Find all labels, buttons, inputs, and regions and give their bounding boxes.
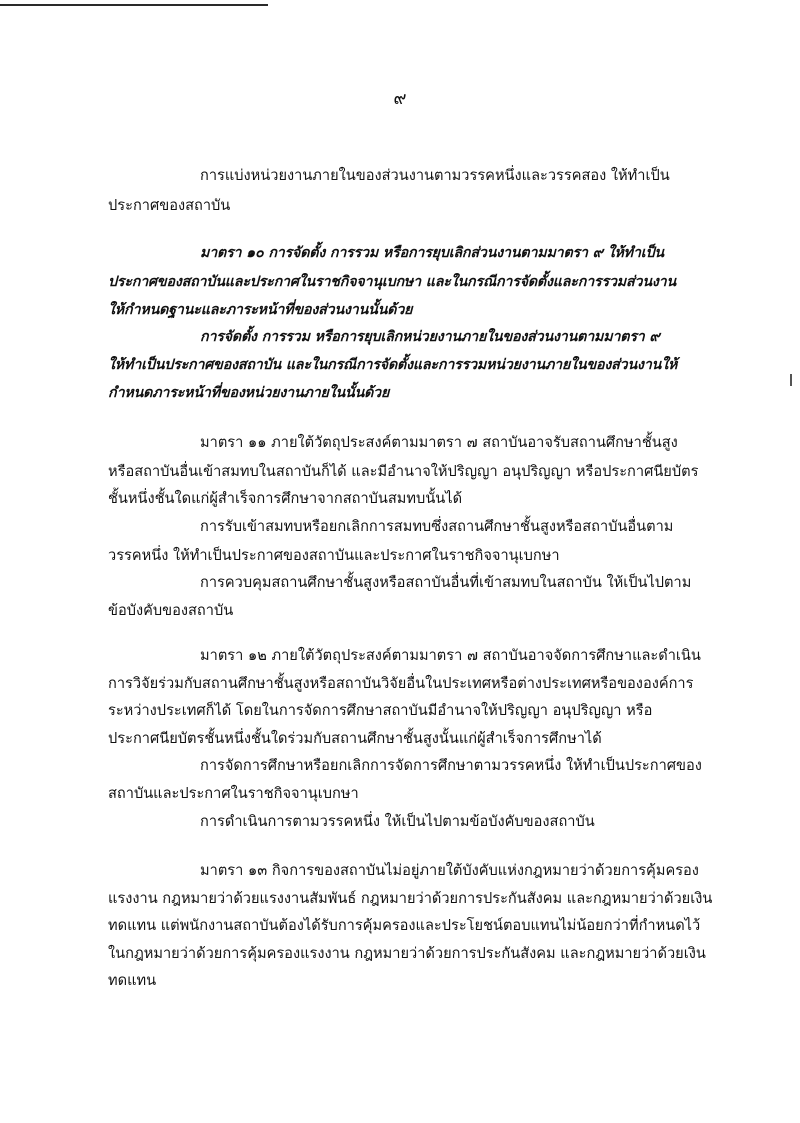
section-11-para-3-line-2: ข้อบังคับของสถาบัน — [108, 602, 234, 619]
section-13-line-4: ในกฎหมายว่าด้วยการคุ้มครองแรงงาน กฎหมายว่าด้วยการประกันสังคม และกฎหมายว่าด้วยเงิน — [108, 945, 706, 962]
section-11-line-2: หรือสถาบันอื่นเข้าสมทบในสถาบันก็ได้ และมีอำนาจให้ปริญญา อนุปริญญา หรือประกาศนียบัตร — [108, 463, 699, 480]
section-13-line-3: ทดแทน แต่พนักงานสถาบันต้องได้รับการคุ้มครองและประโยชน์ตอบแทนไม่น้อยกว่าที่กำหนดไว้ — [108, 917, 701, 934]
section-10-prev-para-line-1: การแบ่งหน่วยงานภายในของส่วนงานตามวรรคหนึ่งและวรรคสอง ให้ทำเป็น — [200, 167, 670, 184]
section-12-line-4: ประกาศนียบัตรชั้นหนึ่งชั้นใดร่วมกับสถานศึกษาชั้นสูงนั้นแก่ผู้สำเร็จการศึกษาได้ — [108, 730, 602, 747]
section-13-line-5: ทดแทน — [108, 972, 157, 989]
section-13-line-2: แรงงาน กฎหมายว่าด้วยแรงงานสัมพันธ์ กฎหมายว่าด้วยการประกันสังคม และกฎหมายว่าด้วยเงิน — [108, 890, 713, 907]
section-12-para-2-line-2: สถาบันและประกาศในราชกิจจานุเบกษา — [108, 785, 359, 802]
section-12-line-3: ระหว่างประเทศก็ได้ โดยในการจัดการศึกษาสถาบันมีอำนาจให้ปริญญา อนุปริญญา หรือ — [108, 702, 653, 719]
section-13-line-1: มาตรา ๑๓ กิจการของสถาบันไม่อยู่ภายใต้บังคับแห่งกฎหมายว่าด้วยการคุ้มครอง — [200, 862, 699, 879]
section-11-para-2-line-1: การรับเข้าสมทบหรือยกเลิกการสมทบซึ่งสถานศึกษาชั้นสูงหรือสถาบันอื่นตาม — [200, 518, 674, 535]
section-11-para-2-line-2: วรรคหนึ่ง ให้ทำเป็นประกาศของสถาบันและประกาศในราชกิจจานุเบกษา — [108, 547, 560, 564]
section-10-line-2: ประกาศของสถาบันและประกาศในราชกิจจานุเบกษา และในกรณีการจัดตั้งและการรวมส่วนงาน — [108, 274, 677, 290]
section-11-line-3: ชั้นหนึ่งชั้นใดแก่ผู้สำเร็จการศึกษาจากสถาบันสมทบนั้นได้ — [108, 490, 463, 507]
page-number: ๙ — [393, 88, 407, 109]
section-12-line-1: มาตรา ๑๒ ภายใต้วัตถุประสงค์ตามมาตรา ๗ สถาบันอาจจัดการศึกษาและดำเนิน — [200, 647, 701, 664]
section-12-line-2: การวิจัยร่วมกับสถานศึกษาชั้นสูงหรือสถาบันวิจัยอื่นในประเทศหรือต่างประเทศหรือขององค์การ — [108, 675, 694, 692]
section-10-para-2-line-1: การจัดตั้ง การรวม หรือการยุบเลิกหน่วยงานภายในของส่วนงานตามมาตรา ๙ — [200, 329, 660, 345]
section-11-line-1: มาตรา ๑๑ ภายใต้วัตถุประสงค์ตามมาตรา ๗ สถาบันอาจรับสถานศึกษาชั้นสูง — [200, 434, 678, 451]
scan-margin-mark — [790, 374, 792, 386]
section-12-para-2-line-1: การจัดการศึกษาหรือยกเลิกการจัดการศึกษาตามวรรคหนึ่ง ให้ทำเป็นประกาศของ — [200, 757, 702, 774]
scan-border-line — [0, 4, 268, 6]
section-10-para-2-line-2: ให้ทำเป็นประกาศของสถาบัน และในกรณีการจัดตั้งและการรวมหน่วยงานภายในของส่วนงานให้ — [108, 357, 678, 373]
section-12-para-3-line-1: การดำเนินการตามวรรคหนึ่ง ให้เป็นไปตามข้อบังคับของสถาบัน — [200, 813, 595, 830]
section-10-para-2-line-3: กำหนดภาระหน้าที่ของหน่วยงานภายในนั้นด้วย — [108, 385, 390, 401]
section-10-line-1: มาตรา ๑๐ การจัดตั้ง การรวม หรือการยุบเลิกส่วนงานตามมาตรา ๙ ให้ทำเป็น — [200, 245, 664, 261]
section-11-para-3-line-1: การควบคุมสถานศึกษาชั้นสูงหรือสถาบันอื่นที่เข้าสมทบในสถาบัน ให้เป็นไปตาม — [200, 574, 692, 591]
section-10-line-3: ให้กำหนดฐานะและภาระหน้าที่ของส่วนงานนั้นด้วย — [108, 302, 413, 318]
section-10-prev-para-line-2: ประกาศของสถาบัน — [108, 197, 231, 214]
